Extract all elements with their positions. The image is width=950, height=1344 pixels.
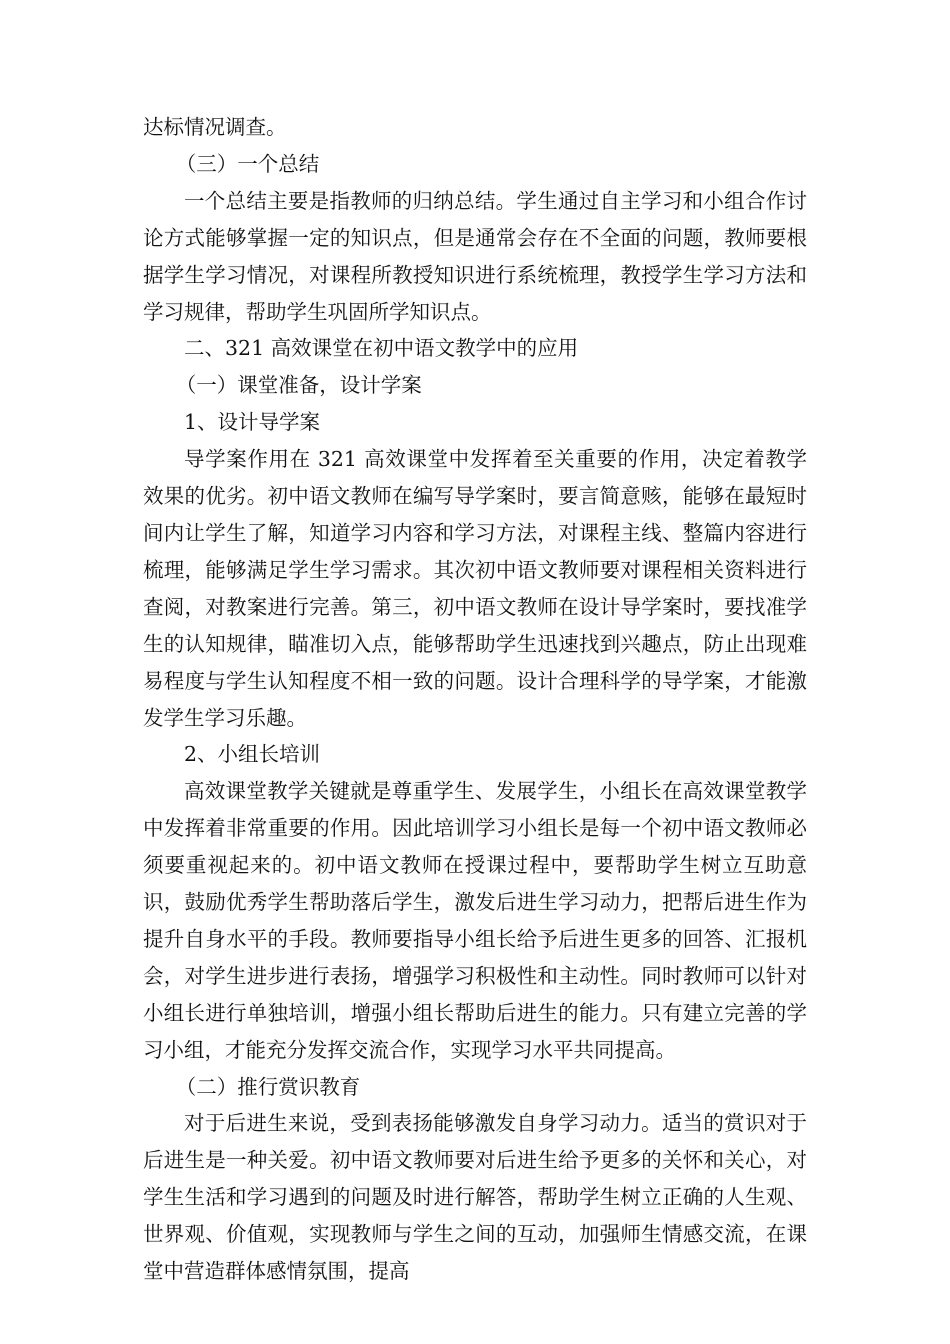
paragraph-appreciation: 对于后进生来说，受到表扬能够激发自身学习动力。适当的赏识对于后进生是一种关爱。初中语文教师要对后进生给予更多的关怀和关心，对学生生活和学习遇到的问题及时进行解答，帮助学生树立正确的人生观、世界观、价值观，实现教师与学生之间的互动，加强师生情感交流，在课堂中营造群体感情氛围，提高 [143, 1111, 807, 1284]
section-heading-appreciation: （二）推行赏识教育 [175, 1074, 361, 1099]
paragraph-guide: 导学案作用在 321 高效课堂中发挥着至关重要的作用，决定着教学效果的优劣。初中语文教师在编写导学案时，要言简意赅，能够在最短时间内让学生了解，知道学习内容和学习方法，对课程主线、整篇内容进行梳理，能够满足学生学习需求。其次初中语文教师要对课程相关资料进行查阅，对教案进行完善。第三，初中语文教师在设计导学案时，要找准学生的认知规律，瞄准切入点，能够帮助学生迅速找到兴趣点，防止出现难易程度与学生认知程度不相一致的问题。设计合理科学的导学案，才能激发学生学习乐趣。 [143, 447, 807, 730]
subsection-heading-guide: 1、设计导学案 [184, 410, 321, 435]
section-heading-summary: （三）一个总结 [175, 151, 320, 176]
paragraph-summary: 一个总结主要是指教师的归纳总结。学生通过自主学习和小组合作讨论方式能够掌握一定的知识点，但是通常会存在不全面的问题，教师要根据学生学习情况，对课程所教授知识进行系统梳理，教授学生学习方法和学习规律，帮助学生巩固所学知识点。 [143, 188, 807, 324]
paragraph-leader-training: 高效课堂教学关键就是尊重学生、发展学生，小组长在高效课堂教学中发挥着非常重要的作用。因此培训学习小组长是每一个初中语文教师必须要重视起来的。初中语文教师在授课过程中，要帮助学生树立互助意识，鼓励优秀学生帮助落后学生，激发后进生学习动力，把帮后进生作为提升自身水平的手段。教师要指导小组长给予后进生更多的回答、汇报机会，对学生进步进行表扬，增强学习积极性和主动性。同时教师可以针对小组长进行单独培训，增强小组长帮助后进生的能力。只有建立完善的学习小组，才能充分发挥交流合作，实现学习水平共同提高。 [143, 779, 807, 1062]
document-page [143, 109, 807, 1290]
chapter-heading-application: 二、321 高效课堂在初中语文教学中的应用 [184, 336, 579, 361]
subsection-heading-leader-training: 2、小组长培训 [184, 742, 321, 767]
section-heading-preparation: （一）课堂准备，设计学案 [175, 373, 422, 398]
paragraph-continuation: 达标情况调查。 [143, 115, 287, 139]
